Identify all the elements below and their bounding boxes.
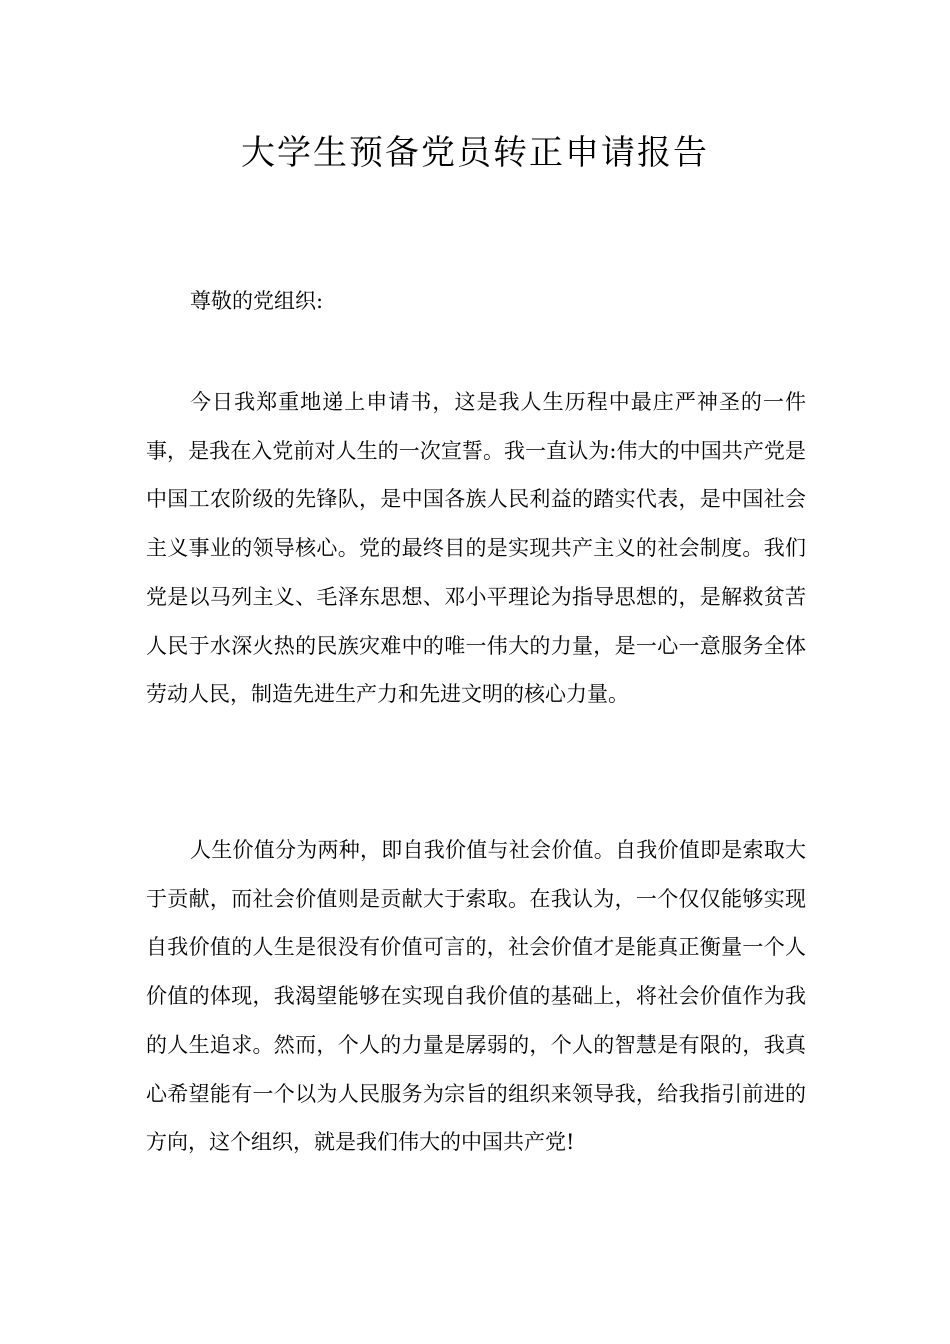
body-paragraph-2: 人生价值分为两种，即自我价值与社会价值。自我价值即是索取大于贡献，而社会价值则是贡献大于索取。在我认为，一个仅仅能够实现自我价值的人生是很没有价值可言的，社会价值才是能真正衡量一个人价值的体现，我渴望能够在实现自我价值的基础上，将社会价值作为我的人生追求。然而，个人的力量是孱弱的，个人的智慧是有限的，我真心希望能有一个以为人民服务为宗旨的组织来领导我，给我指引前进的方向，这个组织，就是我们伟大的中国共产党! [146,838,806,1155]
salutation: 尊敬的党组织: [190,289,324,313]
document-title: 大学生预备党员转正申请报告 [241,133,709,173]
body-paragraph-1: 今日我郑重地递上申请书，这是我人生历程中最庄严神圣的一件事，是我在入党前对人生的一次宣誓。我一直认为:伟大的中国共产党是中国工农阶级的先锋队，是中国各族人民利益的踏实代表，是中国社会主义事业的领导核心。党的最终目的是实现共产主义的社会制度。我们党是以马列主义、毛泽东思想、邓小平理论为指导思想的，是解救贫苦人民于水深火热的民族灾难中的唯一伟大的力量，是一心一意服务全体劳动人民，制造先进生产力和先进文明的核心力量。 [146,390,806,707]
